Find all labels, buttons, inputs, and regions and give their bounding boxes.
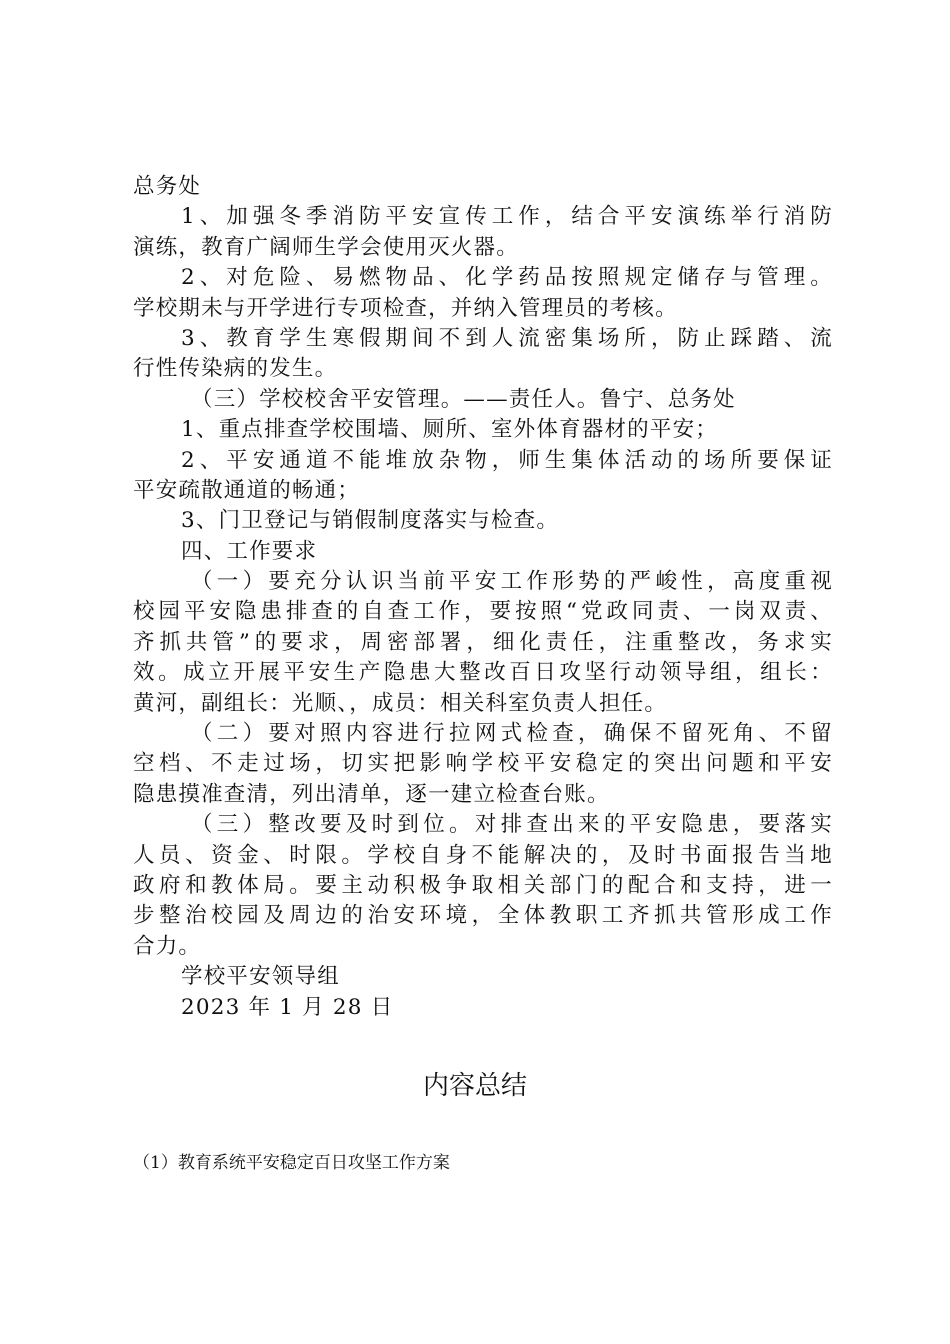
text-line: 政府和教体局。要主动积极争取相关部门的配合和支持，进一 <box>133 872 833 898</box>
text-line: 齐抓共管”的要求，周密部署，细化责任，注重整改，务求实 <box>133 629 833 655</box>
text-line: 平安疏散通道的畅通； <box>133 477 361 503</box>
text-line: （二）要对照内容进行拉网式检查，确保不留死角、不留 <box>191 721 833 747</box>
summary-item: （1）教育系统平安稳定百日攻坚工作方案 <box>133 1153 450 1173</box>
text-line: （三）学校校舍平安管理。——责任人。鲁宁、总务处 <box>191 386 736 412</box>
text-line: 1、重点排查学校围墙、厕所、室外体育器材的平安； <box>181 417 718 443</box>
text-line: 2、平安通道不能堆放杂物，师生集体活动的场所要保证 <box>181 447 833 473</box>
text-line: 黄河，副组长：光顺、，成员：相关科室负责人担任。 <box>133 690 668 716</box>
text-line: （一）要充分认识当前平安工作形势的严峻性，高度重视 <box>191 569 833 595</box>
text-line: 校园平安隐患排查的自查工作，要按照“党政同责、一岗双责、 <box>133 599 833 625</box>
text-line: （三）整改要及时到位。对排查出来的平安隐患，要落实 <box>191 812 833 838</box>
text-line: 步整治校园及周边的治安环境，全体教职工齐抓共管形成工作 <box>133 903 833 929</box>
text-line: 2、对危险、易燃物品、化学药品按照规定储存与管理。 <box>181 265 833 291</box>
text-line: 演练，教育广阔师生学会使用灭火器。 <box>133 234 519 260</box>
text-line: 行性传染病的发生。 <box>133 356 338 382</box>
text-line: 3、门卫登记与销假制度落实与检查。 <box>181 508 560 534</box>
text-line: 总务处 <box>133 174 202 199</box>
text-line: 合力。 <box>133 933 202 959</box>
text-line: 学校平安领导组 <box>181 964 340 990</box>
text-line: 四、工作要求 <box>181 538 318 564</box>
text-line: 空档、不走过场，切实把影响学校平安稳定的突出问题和平安 <box>133 751 833 777</box>
text-line: 效。成立开展平安生产隐患大整改百日攻坚行动领导组，组长： <box>133 660 833 686</box>
document-body <box>133 172 833 1023</box>
summary-title: 内容总结 <box>422 1071 527 1101</box>
text-line: 1、加强冬季消防平安宣传工作，结合平安演练举行消防 <box>181 204 833 230</box>
text-line: 学校期未与开学进行专项检查，并纳入管理员的考核。 <box>133 295 678 321</box>
text-line: 人员、资金、时限。学校自身不能解决的，及时书面报告当地 <box>133 842 833 868</box>
text-line: 3、教育学生寒假期间不到人流密集场所，防止踩踏、流 <box>181 325 833 351</box>
text-line: 2023 年 1 月 28 日 <box>181 994 394 1020</box>
text-line: 隐患摸准查清，列出清单，逐一建立检查台账。 <box>133 781 610 807</box>
